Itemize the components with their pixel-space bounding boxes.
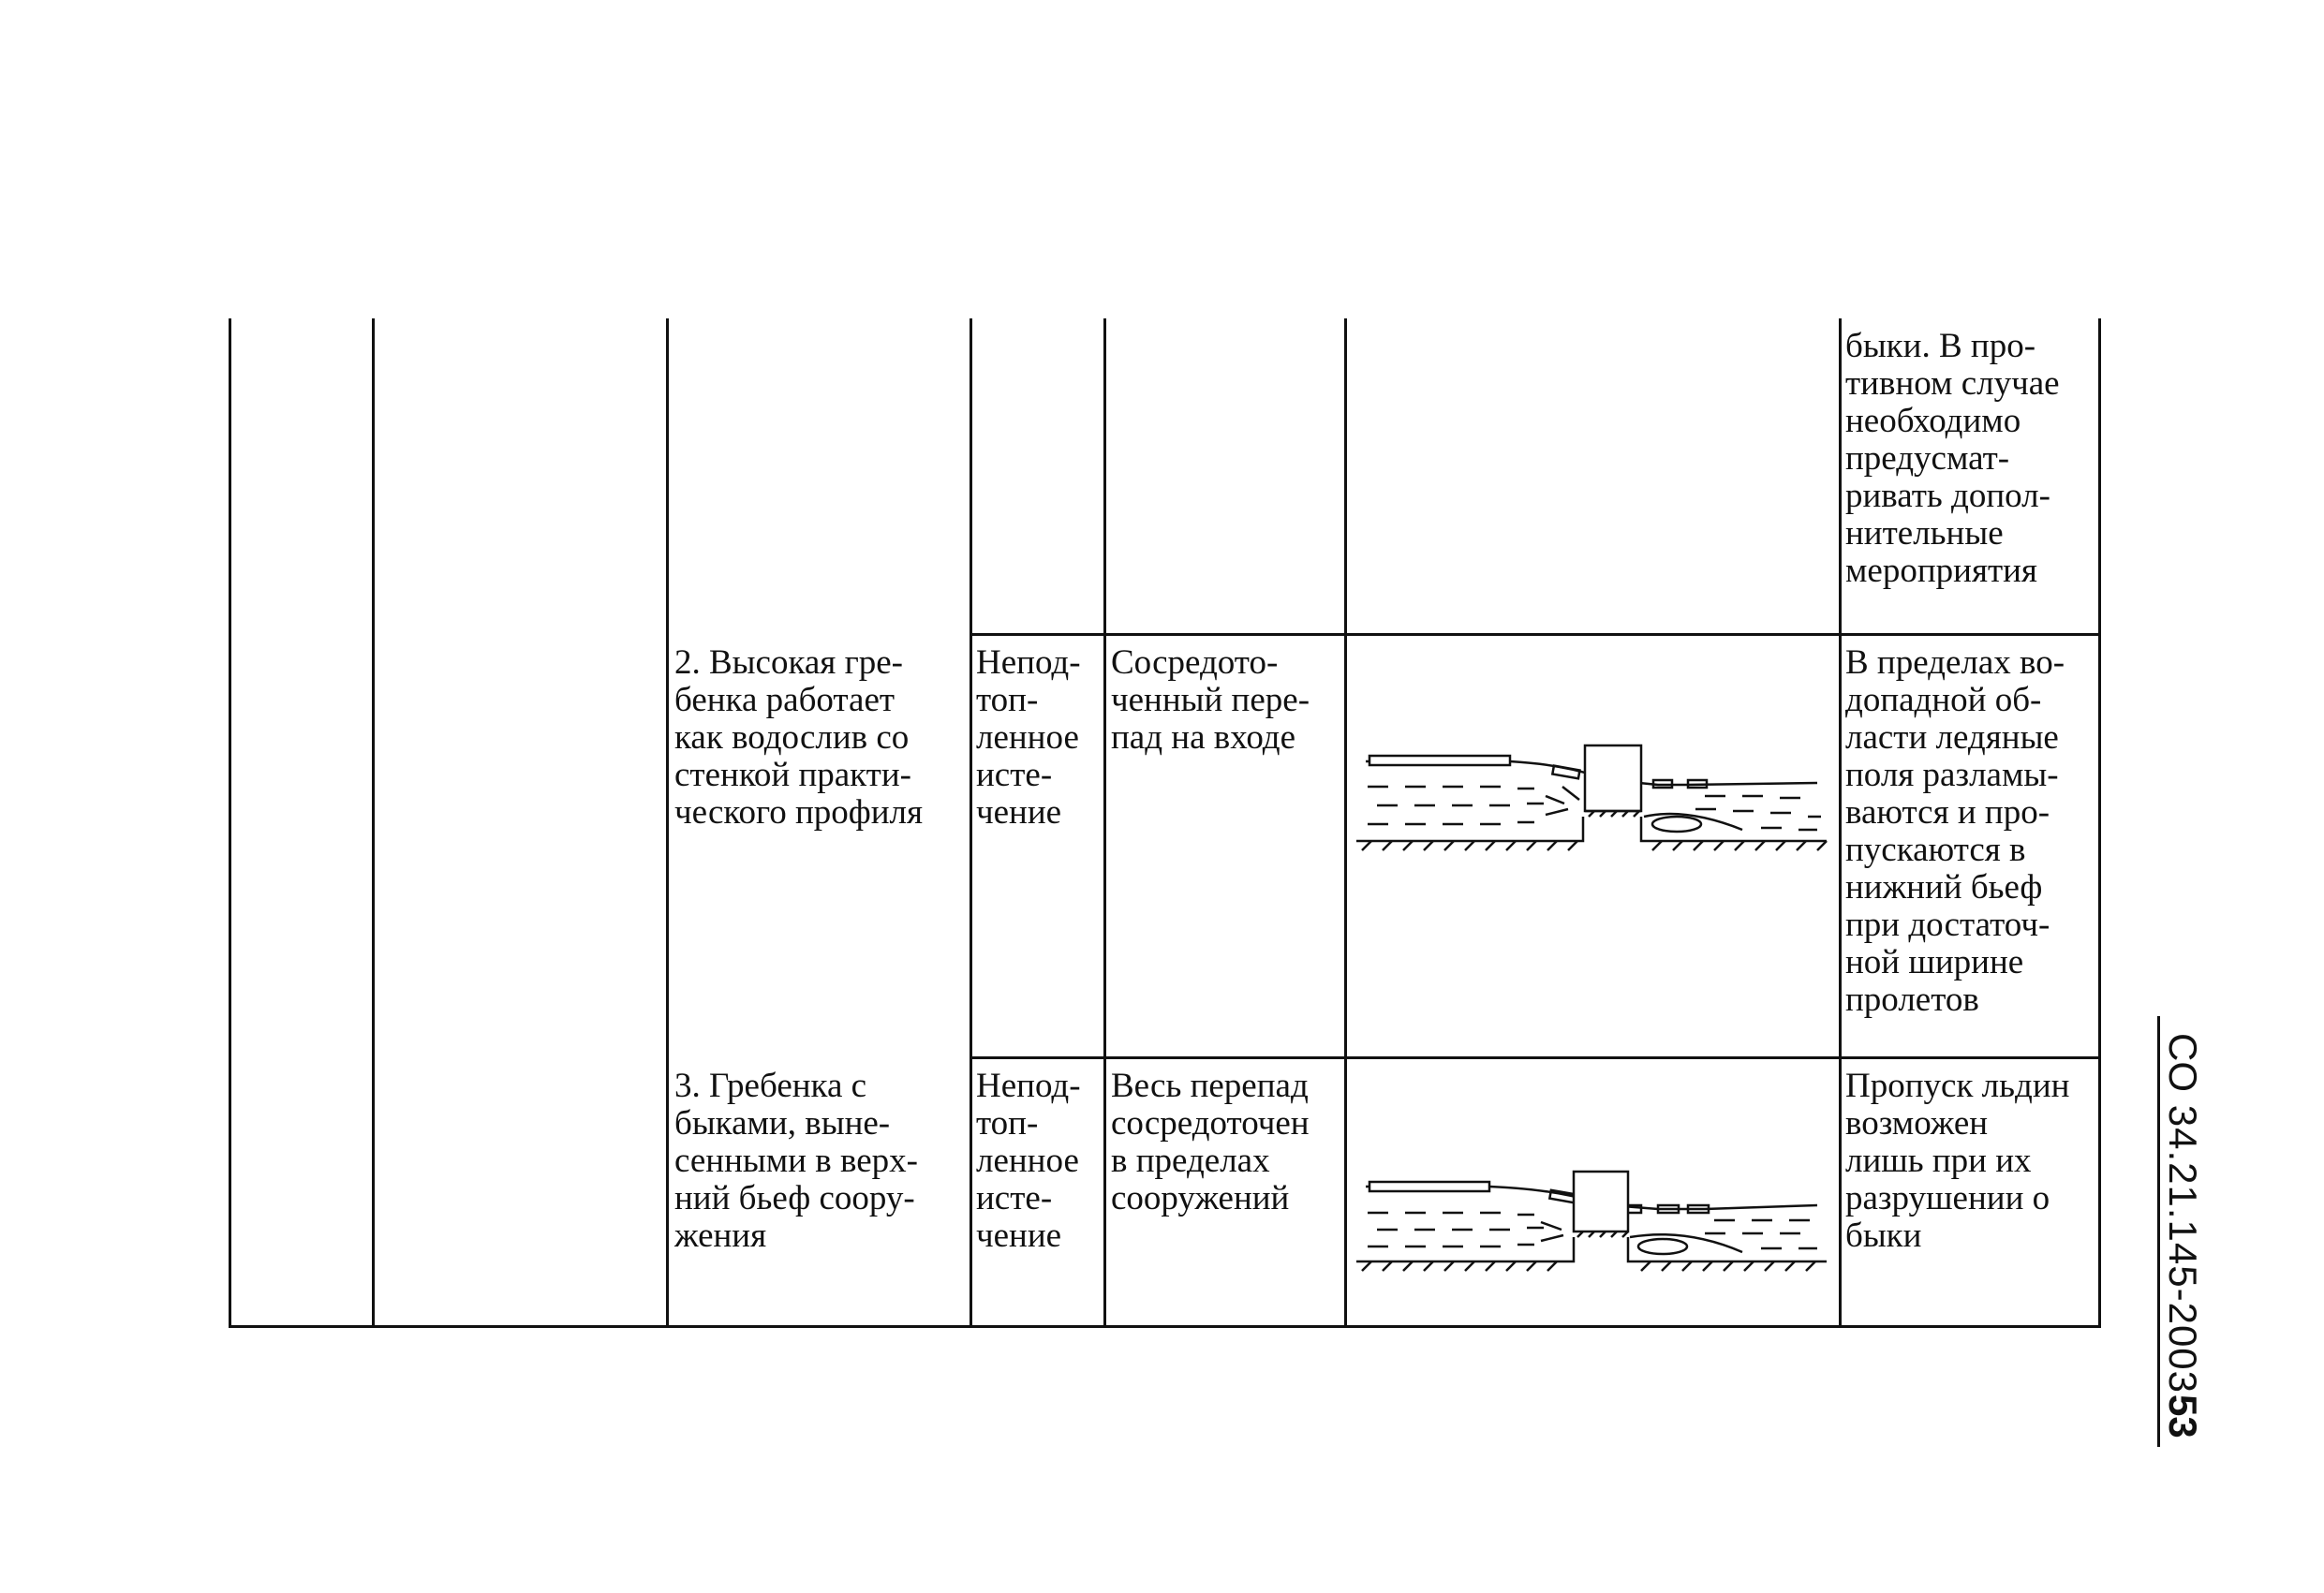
structure-cell: 2. Высокая гре- бенка работает как водослив со стенкой практи- ческого профиля [674, 643, 924, 832]
flow-scheme-sketch-weir [1349, 730, 1836, 871]
header-rule [2157, 1016, 2160, 1447]
recommendation-cell: Пропуск льдин возможен лишь при их разрушении о быки [1845, 1067, 2070, 1255]
table-column-divider [1103, 318, 1106, 1328]
table-column-divider [372, 318, 375, 1328]
head-drop-cell: Сосредото- ченный пере- пад на входе [1111, 643, 1310, 757]
table-border-right [2098, 318, 2101, 1328]
recommendation-cell: В пределах во- допадной об- ласти ледяные поля разламы- ваются и про- пускаются в нижний бьеф при достаточ- ной ширине пролетов [1845, 643, 2065, 1019]
table-border-bottom [229, 1325, 2101, 1328]
document-number: СО 34.21.145-2003 [2161, 1033, 2205, 1394]
head-drop-cell: Весь перепад сосредоточен в пределах сооружений [1111, 1067, 1310, 1217]
table-row-divider [970, 633, 2101, 636]
table-column-divider [1344, 318, 1347, 1328]
recommendation-cell-continued: быки. В про- тивном случае необходимо предусмат- ривать допол- нительные мероприятия [1845, 327, 2060, 590]
table-border-left [229, 318, 231, 1328]
table-column-divider [970, 318, 972, 1328]
table-column-divider [666, 318, 669, 1328]
table-column-divider [1839, 318, 1842, 1328]
flow-scheme-sketch-piers [1349, 1166, 1836, 1288]
table-row-divider [970, 1056, 2101, 1059]
page-number: 53 [2161, 1394, 2205, 1438]
flow-regime-cell: Непод- топ- ленное исте- чение [976, 1067, 1081, 1255]
structure-cell: 3. Гребенка с быками, выне- сенными в верх- ний бьеф соору- жения [674, 1067, 918, 1255]
flow-regime-cell: Непод- топ- ленное исте- чение [976, 643, 1081, 832]
running-header [2138, 1016, 2211, 1447]
